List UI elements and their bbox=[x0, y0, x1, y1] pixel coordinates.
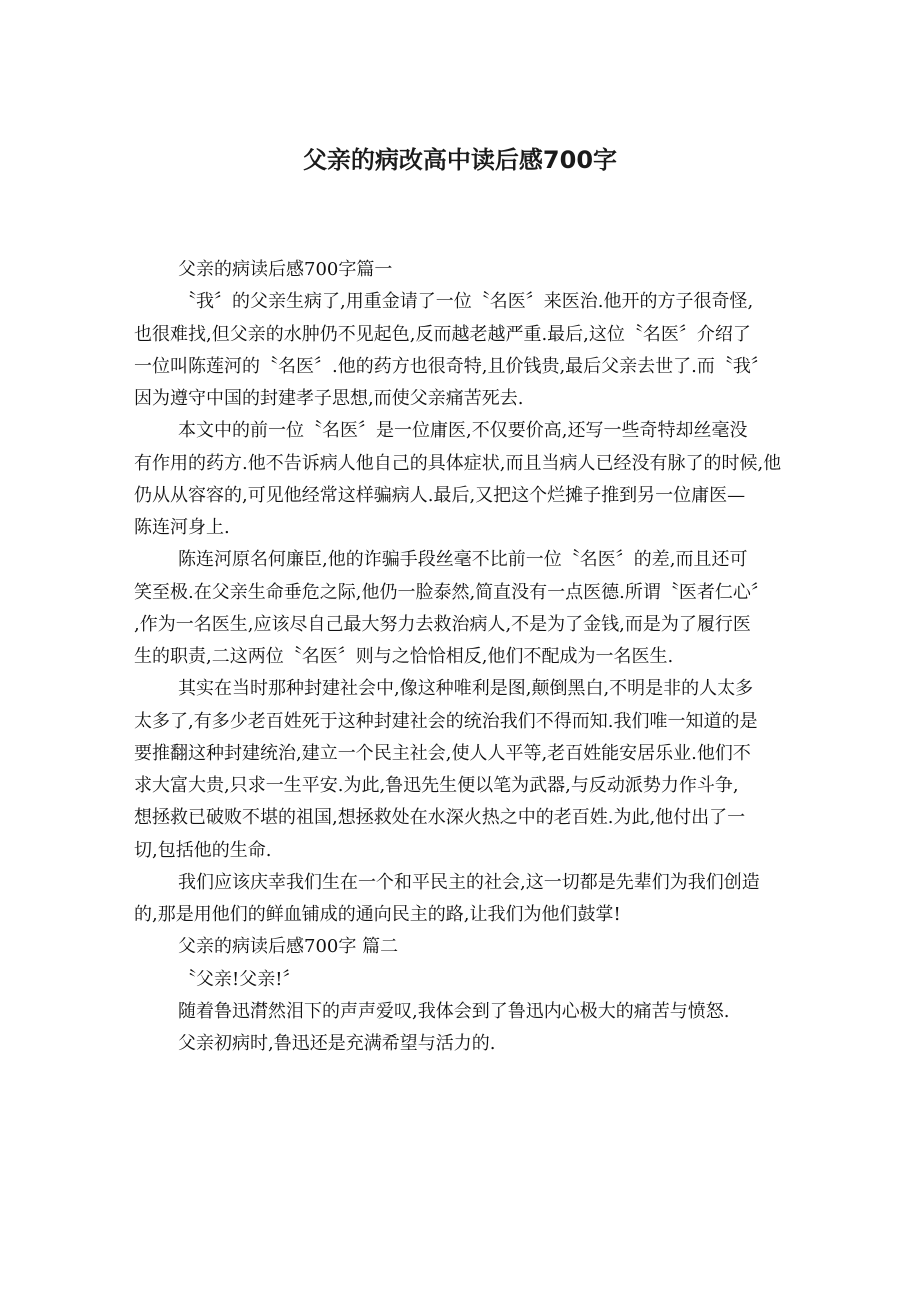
text-line: 陈连河原名何廉臣,他的诈骗手段丝毫不比前一位〝名医〞的差,而且还可 bbox=[178, 549, 748, 571]
text-line: 其实在当时那种封建社会中,像这种唯利是图,颠倒黑白,不明是非的人太多 bbox=[178, 678, 754, 700]
text-line: 仍从从容容的,可见他经常这样骗病人.最后,又把这个烂摊子推到另一位庸医— bbox=[134, 484, 746, 506]
text-line: ,作为一名医生,应该尽自己最大努力去救治病人,不是为了金钱,而是为了履行医 bbox=[134, 613, 751, 635]
text-line: 求大富大贵,只求一生平安.为此,鲁迅先生便以笔为武器,与反动派势力作斗争, bbox=[134, 775, 739, 796]
text-line: 随着鲁迅潸然泪下的声声爱叹,我体会到了鲁迅内心极大的痛苦与愤怒. bbox=[178, 1000, 730, 1022]
text-line: 生的职责,二这两位〝名医〞则与之恰恰相反,他们不配成为一名医生. bbox=[134, 646, 674, 667]
text-line: 因为遵守中国的封建孝子思想,而使父亲痛苦死去. bbox=[134, 388, 524, 409]
text-line: 想拯救已破败不堪的祖国,想拯救处在水深火热之中的老百姓.为此,他付出了一 bbox=[134, 807, 746, 829]
text-line: 切,包括他的生命. bbox=[134, 839, 272, 861]
text-line: 本文中的前一位〝名医〞是一位庸医,不仅要价高,还写一些奇特却丝毫没 bbox=[178, 420, 748, 442]
text-line: 父亲的病读后感700字篇一 bbox=[178, 259, 393, 280]
text-line: 〝父亲!父亲!〞 bbox=[178, 968, 301, 990]
text-line: 笑至极.在父亲生命垂危之际,他仍一脸泰然,简直没有一点医德.所谓〝医者仁心〞 bbox=[134, 581, 769, 603]
text-line: 我们应该庆幸我们生在一个和平民主的社会,这一切都是先辈们为我们创造 bbox=[178, 871, 760, 893]
text-line: 的,那是用他们的鲜血铺成的通向民主的路,让我们为他们鼓掌! bbox=[134, 904, 621, 925]
text-line: 太多了,有多少老百姓死于这种封建社会的统治我们不得而知.我们唯一知道的是 bbox=[134, 710, 758, 732]
text-line: 要推翻这种封建统治,建立一个民主社会,使人人平等,老百姓能安居乐业.他们不 bbox=[134, 742, 751, 764]
text-line: 一位叫陈莲河的〝名医〞.他的药方也很奇特,且价钱贵,最后父亲去世了.而〝我〞 bbox=[134, 355, 769, 377]
text-line: 父亲的病读后感700字 篇二 bbox=[178, 936, 399, 958]
text-line: 父亲初病时,鲁迅还是充满希望与活力的. bbox=[178, 1033, 496, 1054]
document-title: 父亲的病改高中读后感700字 bbox=[302, 146, 618, 174]
text-line: 也很难找,但父亲的水肿仍不见起色,反而越老越严重.最后,这位〝名医〞介绍了 bbox=[134, 323, 751, 345]
text-line: 〝我〞的父亲生病了,用重金请了一位〝名医〞来医治.他开的方子很奇怪, bbox=[178, 291, 754, 313]
text-line: 有作用的药方.他不告诉病人他自己的具体症状,而且当病人已经没有脉了的时候,他 bbox=[134, 452, 782, 474]
text-line: 陈连河身上. bbox=[134, 517, 230, 538]
